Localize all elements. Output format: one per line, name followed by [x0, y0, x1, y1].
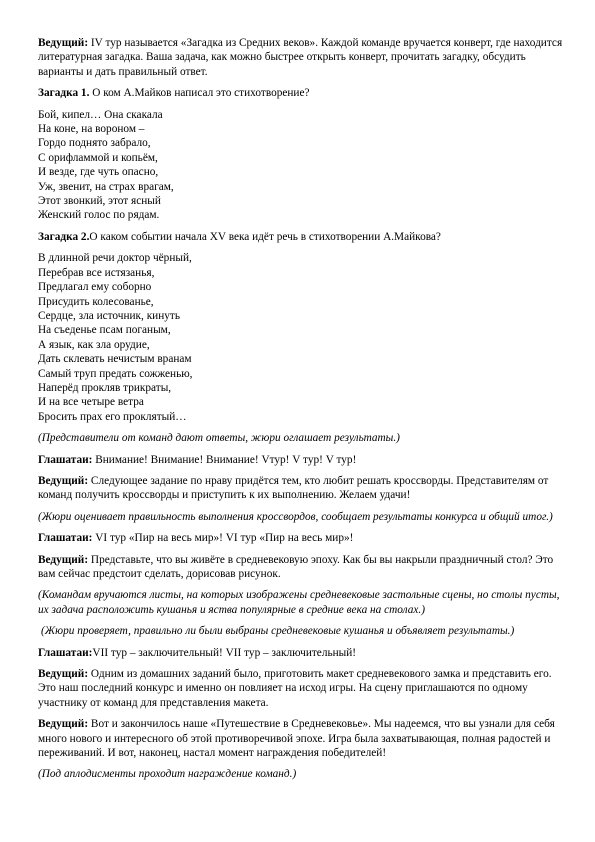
poem-line: И везде, где чуть опасно, — [38, 166, 159, 179]
speaker-label: Ведущий: — [38, 553, 89, 566]
stage-direction: (Под аплодисменты проходит награждение команд.) — [38, 768, 297, 781]
poem-line: На съеденье псам поганым, — [38, 324, 171, 337]
poem-line: И на все четыре ветра — [38, 396, 144, 409]
speaker-label: Ведущий: — [38, 718, 89, 731]
poem-line: С орифламмой и копьём, — [38, 151, 158, 164]
poem-line: Наперёд прокляв трикраты, — [38, 381, 172, 394]
paragraph-closing — [38, 717, 563, 760]
riddle-label: Загадка 2. — [38, 230, 90, 243]
poem-line: Бой, кипел… Она скакала — [38, 108, 163, 121]
paragraph-text: О каком событии начала XV века идёт речь в стихотворении А.Майкова? — [89, 230, 441, 243]
speaker-label: Ведущий: — [38, 37, 89, 49]
poem-line: Самый труп предать сожженью, — [38, 367, 193, 380]
speaker-label: Ведущий: — [38, 668, 89, 681]
paragraph-text: Внимание! Внимание! Внимание! Vтур! V тур! V тур! — [92, 453, 357, 466]
paragraph-text: О ком А.Майков написал это стихотворение? — [89, 87, 310, 100]
stage-direction: (Представители от команд дают ответы, жюри оглашает результаты.) — [38, 432, 400, 445]
speaker-label: Глашатаи: — [38, 532, 93, 545]
paragraph-heralds-tour-5 — [38, 453, 563, 467]
paragraph-text: IV тур называется «Загадка из Средних веков». Каждой команде вручается конверт, где находится литературная загадка. Ваша задача, как можно быстрее открыть конверт, прочитать загадку, обсудить варианты и дать правильный ответ. — [38, 37, 563, 78]
poem-line: А язык, как зла орудие, — [38, 338, 150, 351]
paragraph-heralds-tour-6 — [38, 531, 563, 545]
paragraph-text: Следующее задание по нраву придётся тем, кто любит решать кроссворды. Представителям от команд получить кроссворды и приступить к их выполнению. Желаем удачи! — [38, 474, 549, 502]
poem-line: Женский голос по рядам. — [38, 209, 160, 222]
paragraph-text: Вот и закончилось наше «Путешествие в Средневековье». Мы надеемся, что вы узнали для себя много нового и интересного об этой противоречивой эпохе. Игра была захватывающая, полная радостей и переживаний. И вот, наконец, настал момент награждения победителей! — [38, 718, 555, 760]
speaker-label: Ведущий: — [38, 474, 89, 487]
poem-riddle-2 — [38, 251, 563, 424]
poem-line: Дать склевать нечистым вранам — [38, 353, 192, 366]
paragraph-text: VII тур – заключительный! VII тур – заключительный! — [92, 646, 357, 659]
poem-line: На коне, на вороном – — [38, 123, 145, 136]
paragraph-text: VI тур «Пир на весь мир»! VI тур «Пир на весь мир»! — [92, 532, 354, 545]
poem-riddle-1 — [38, 108, 563, 223]
stage-direction: (Командам вручаются листы, на которых изображены средневековые застольные сцены, но столы пусты, их задача расположить кушанья и яства популярные в средние века на столах.) — [38, 589, 560, 616]
poem-line: Предлагал ему соборно — [38, 281, 152, 294]
paragraph-text: Представьте, что вы живёте в средневековую эпоху. Как бы вы накрыли праздничный стол? Это вам сейчас предстоит сделать, дорисовав рисунок. — [38, 553, 554, 580]
paragraph-feast — [38, 553, 563, 582]
paragraph-castle-model — [38, 667, 563, 710]
poem-line: Этот звонкий, этот ясный — [38, 195, 161, 208]
riddle-label: Загадка 1. — [38, 87, 90, 100]
paragraph-crosswords — [38, 474, 563, 503]
poem-line: В длинной речи доктор чёрный, — [38, 252, 192, 265]
document-page — [38, 36, 563, 789]
paragraph-text: Одним из домашних заданий было, приготовить макет средневекового замка и представить его. Это наш последний конкурс и именно он повлияет на исход игры. На сцену приглашаются по одному участнику от команд для представления макета. — [38, 668, 552, 709]
poem-line: Уж, звенит, на страх врагам, — [38, 180, 174, 193]
stage-direction: (Жюри оценивает правильность выполнения кроссвордов, сообщает результаты конкурса и общий итог.) — [38, 510, 553, 523]
paragraph-riddle-1 — [38, 86, 563, 100]
poem-line: Сердце, зла источник, кинуть — [38, 309, 181, 322]
stage-direction: (Жюри проверяет, правильно ли были выбраны средневековые кушанья и объявляет результаты.) — [41, 625, 515, 638]
speaker-label: Глашатаи: — [38, 453, 93, 466]
paragraph-heralds-tour-7 — [38, 646, 563, 660]
speaker-label: Глашатаи: — [38, 646, 93, 659]
poem-line: Перебрав все истязанья, — [38, 266, 155, 279]
paragraph-tour-4-intro — [38, 36, 563, 79]
poem-line: Бросить прах его проклятый… — [38, 410, 187, 423]
poem-line: Гордо поднято забрало, — [38, 137, 151, 150]
paragraph-riddle-2 — [38, 230, 563, 244]
poem-line: Присудить колесованье, — [38, 295, 154, 308]
